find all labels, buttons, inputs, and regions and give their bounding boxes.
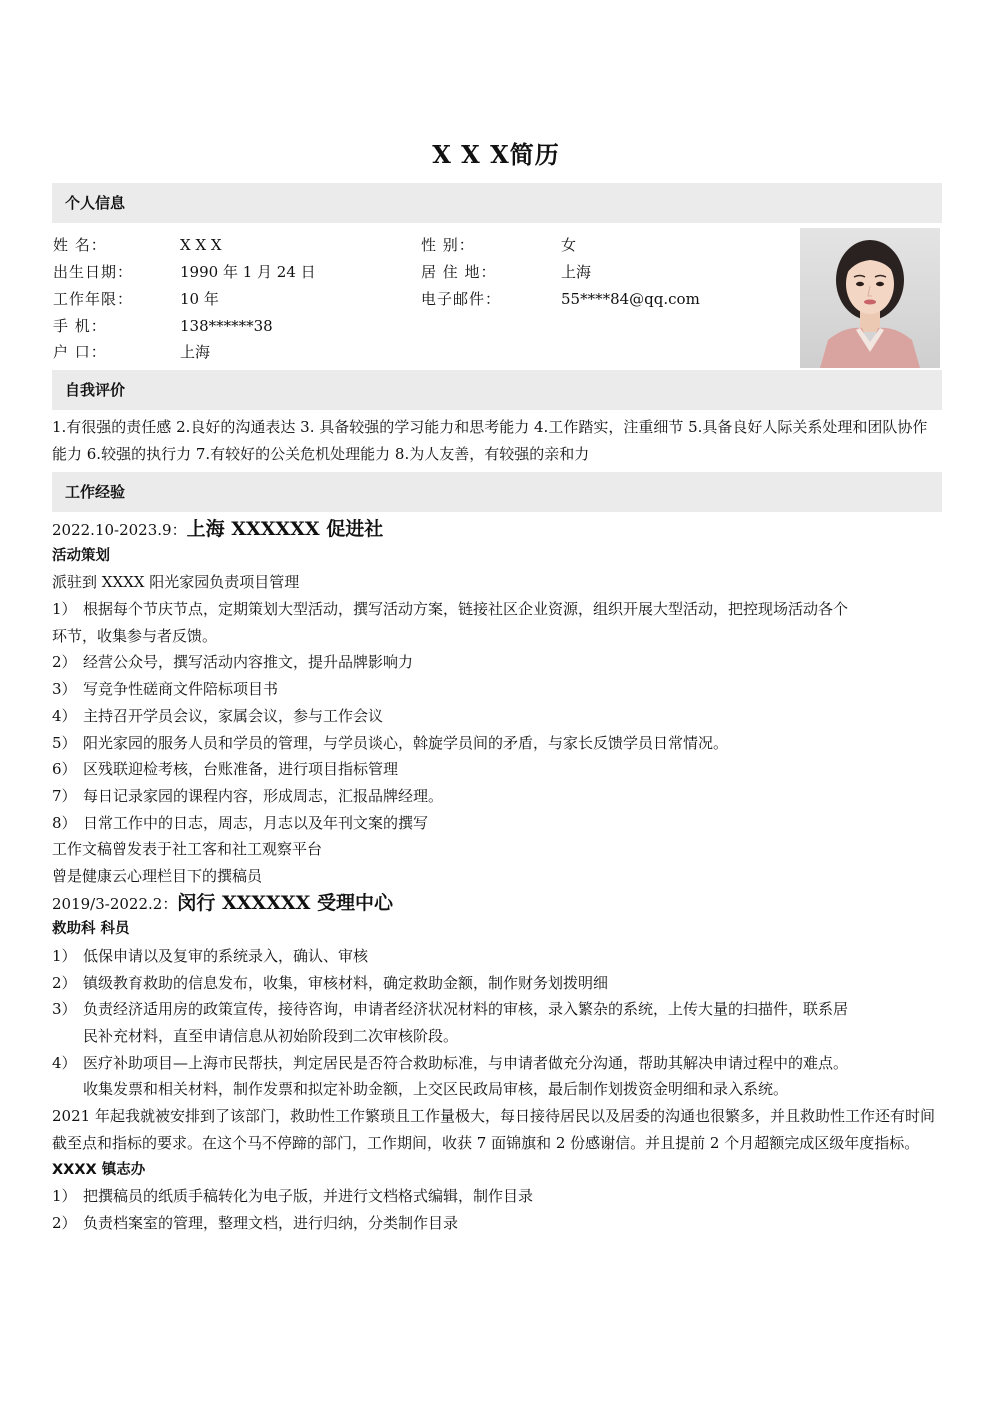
item-number: 4）	[52, 1053, 77, 1072]
item-number: 2）	[52, 653, 77, 672]
hukou-label: 户 口：	[53, 343, 107, 361]
job2-item3-continued: 民补充材料，直至申请信息从初始阶段到二次审核阶段。	[83, 1027, 459, 1046]
item-text: 负责档案室的管理，整理文档，进行归纳，分类制作目录	[83, 1213, 459, 1232]
hukou-value: 上海	[180, 343, 211, 361]
gender-value: 女	[561, 236, 577, 254]
job1-company: 上海 XXXXXX 促进社	[186, 518, 384, 540]
email-value: 55****84@qq.com	[561, 290, 700, 308]
job1-intro: 派驻到 XXXX 阳光家园负责项目管理	[52, 573, 300, 592]
job2-header	[52, 890, 942, 917]
section-personal-info: 个人信息	[52, 183, 942, 223]
item-number: 1）	[52, 600, 77, 619]
job2-role: 救助科 科员	[52, 921, 130, 938]
item-number: 1）	[52, 947, 77, 965]
email-label: 电子邮件：	[421, 290, 502, 308]
portrait-illustration	[800, 228, 940, 368]
job1-date: 2022.10-2023.9：	[52, 521, 187, 539]
section-self-evaluation: 自我评价	[52, 370, 942, 410]
item-text: 经营公众号，撰写活动内容推文，提升品牌影响力	[83, 653, 414, 672]
job2-date: 2019/3-2022.2：	[52, 894, 178, 913]
item-text: 低保申请以及复审的系统录入，确认、审核	[83, 947, 369, 965]
job2-item	[52, 1050, 942, 1077]
residence-value: 上海	[561, 263, 592, 281]
job1-item	[52, 810, 942, 837]
job2-item	[52, 970, 942, 997]
item-text: 镇级教育救助的信息发布，收集，审核材料，确定救助金额，制作财务划拨明细	[83, 973, 609, 992]
job1-item	[52, 596, 942, 623]
item-text: 每日记录家园的课程内容，形成周志，汇报品牌经理。	[83, 786, 444, 805]
item-text: 主持召开学员会议，家属会议，参与工作会议	[83, 706, 384, 725]
item-number: 3）	[52, 1000, 77, 1019]
item-text: 负责经济适用房的政策宣传，接待咨询，申请者经济状况材料的审核，录入繁杂的系统，上传大量的扫描件，联系居	[83, 1000, 849, 1019]
job2-summary: 2021 年起我就被安排到了该部门，救助性工作繁琐且工作量极大，每日接待居民以及居委的沟通也很繁多，并且救助性工作还有时间截至点和指标的要求。在这个马不停蹄的部门，工作期间，收获 7 面锦旗和 2 份感谢信。并且提前 2 个月超额完成区级年度指标。	[52, 1107, 935, 1152]
work-experience-content	[52, 516, 942, 1237]
job1-header	[52, 516, 942, 543]
item-number: 8）	[52, 813, 77, 832]
birth-label: 出生日期：	[53, 263, 134, 281]
years-value: 10 年	[180, 290, 219, 308]
item-number: 3）	[52, 680, 77, 699]
name-value: X X X	[180, 236, 222, 254]
job2-item4-continued: 收集发票和相关材料，制作发票和拟定补助金额，上交区民政局审核，最后制作划拨资金明细和录入系统。	[83, 1080, 789, 1099]
job2-item	[52, 943, 942, 970]
job1-role: 活动策划	[52, 547, 110, 564]
self-evaluation-text: 1.有很强的责任感 2.良好的沟通表达 3. 具备较强的学习能力和思考能力 4.工作踏实，注重细节 5.具备良好人际关系处理和团队协作能力 6.较强的执行力 7.有较好的公关危机处理能力 8.为人友善，有较强的亲和力	[52, 418, 928, 463]
job1-item	[52, 783, 942, 810]
item-number: 2）	[52, 973, 77, 992]
birth-value: 1990 年 1 月 24 日	[180, 263, 316, 281]
item-text: 医疗补助项目—上海市民帮扶，判定居民是否符合救助标准，与申请者做充分沟通，帮助其解决申请过程中的难点。	[83, 1053, 849, 1072]
item-number: 4）	[52, 706, 77, 725]
job2-item	[52, 996, 942, 1023]
job2-company: 闵行 XXXXXX 受理中心	[177, 891, 394, 914]
job3-role: XXXX 镇志办	[52, 1161, 146, 1178]
job3-item	[52, 1210, 942, 1237]
job3-item	[52, 1183, 942, 1210]
job1-item1-continued: 环节，收集参与者反馈。	[52, 626, 218, 645]
residence-label: 居 住 地：	[421, 263, 497, 281]
item-number: 7）	[52, 786, 77, 805]
job1-item	[52, 703, 942, 730]
job1-note: 曾是健康云心理栏目下的撰稿员	[52, 866, 263, 885]
phone-value: 138******38	[180, 317, 273, 335]
gender-label: 性 别：	[421, 236, 475, 254]
item-text: 根据每个节庆节点，定期策划大型活动，撰写活动方案，链接社区企业资源，组织开展大型活动，把控现场活动各个	[83, 600, 849, 619]
name-label: 姓 名：	[53, 236, 107, 254]
item-text: 阳光家园的服务人员和学员的管理，与学员谈心，斡旋学员间的矛盾，与家长反馈学员日常情况。	[83, 733, 729, 752]
profile-photo	[800, 228, 940, 368]
item-number: 2）	[52, 1213, 77, 1232]
item-number: 1）	[52, 1187, 77, 1206]
job1-item	[52, 730, 942, 757]
section-work-experience: 工作经验	[52, 472, 942, 512]
job1-note: 工作文稿曾发表于社工客和社工观察平台	[52, 840, 323, 859]
item-text: 日常工作中的日志，周志，月志以及年刊文案的撰写	[83, 813, 429, 832]
item-number: 6）	[52, 760, 77, 779]
item-text: 把撰稿员的纸质手稿转化为电子版，并进行文档格式编辑，制作目录	[83, 1187, 534, 1206]
item-number: 5）	[52, 733, 77, 752]
job1-item	[52, 676, 942, 703]
job1-item	[52, 649, 942, 676]
item-text: 写竞争性磋商文件陪标项目书	[83, 680, 279, 699]
job1-item	[52, 756, 942, 783]
phone-label: 手 机：	[53, 317, 107, 335]
years-label: 工作年限：	[53, 290, 134, 308]
resume-title: X X X简历	[432, 140, 560, 169]
item-text: 区残联迎检考核，台账准备，进行项目指标管理	[83, 760, 399, 779]
